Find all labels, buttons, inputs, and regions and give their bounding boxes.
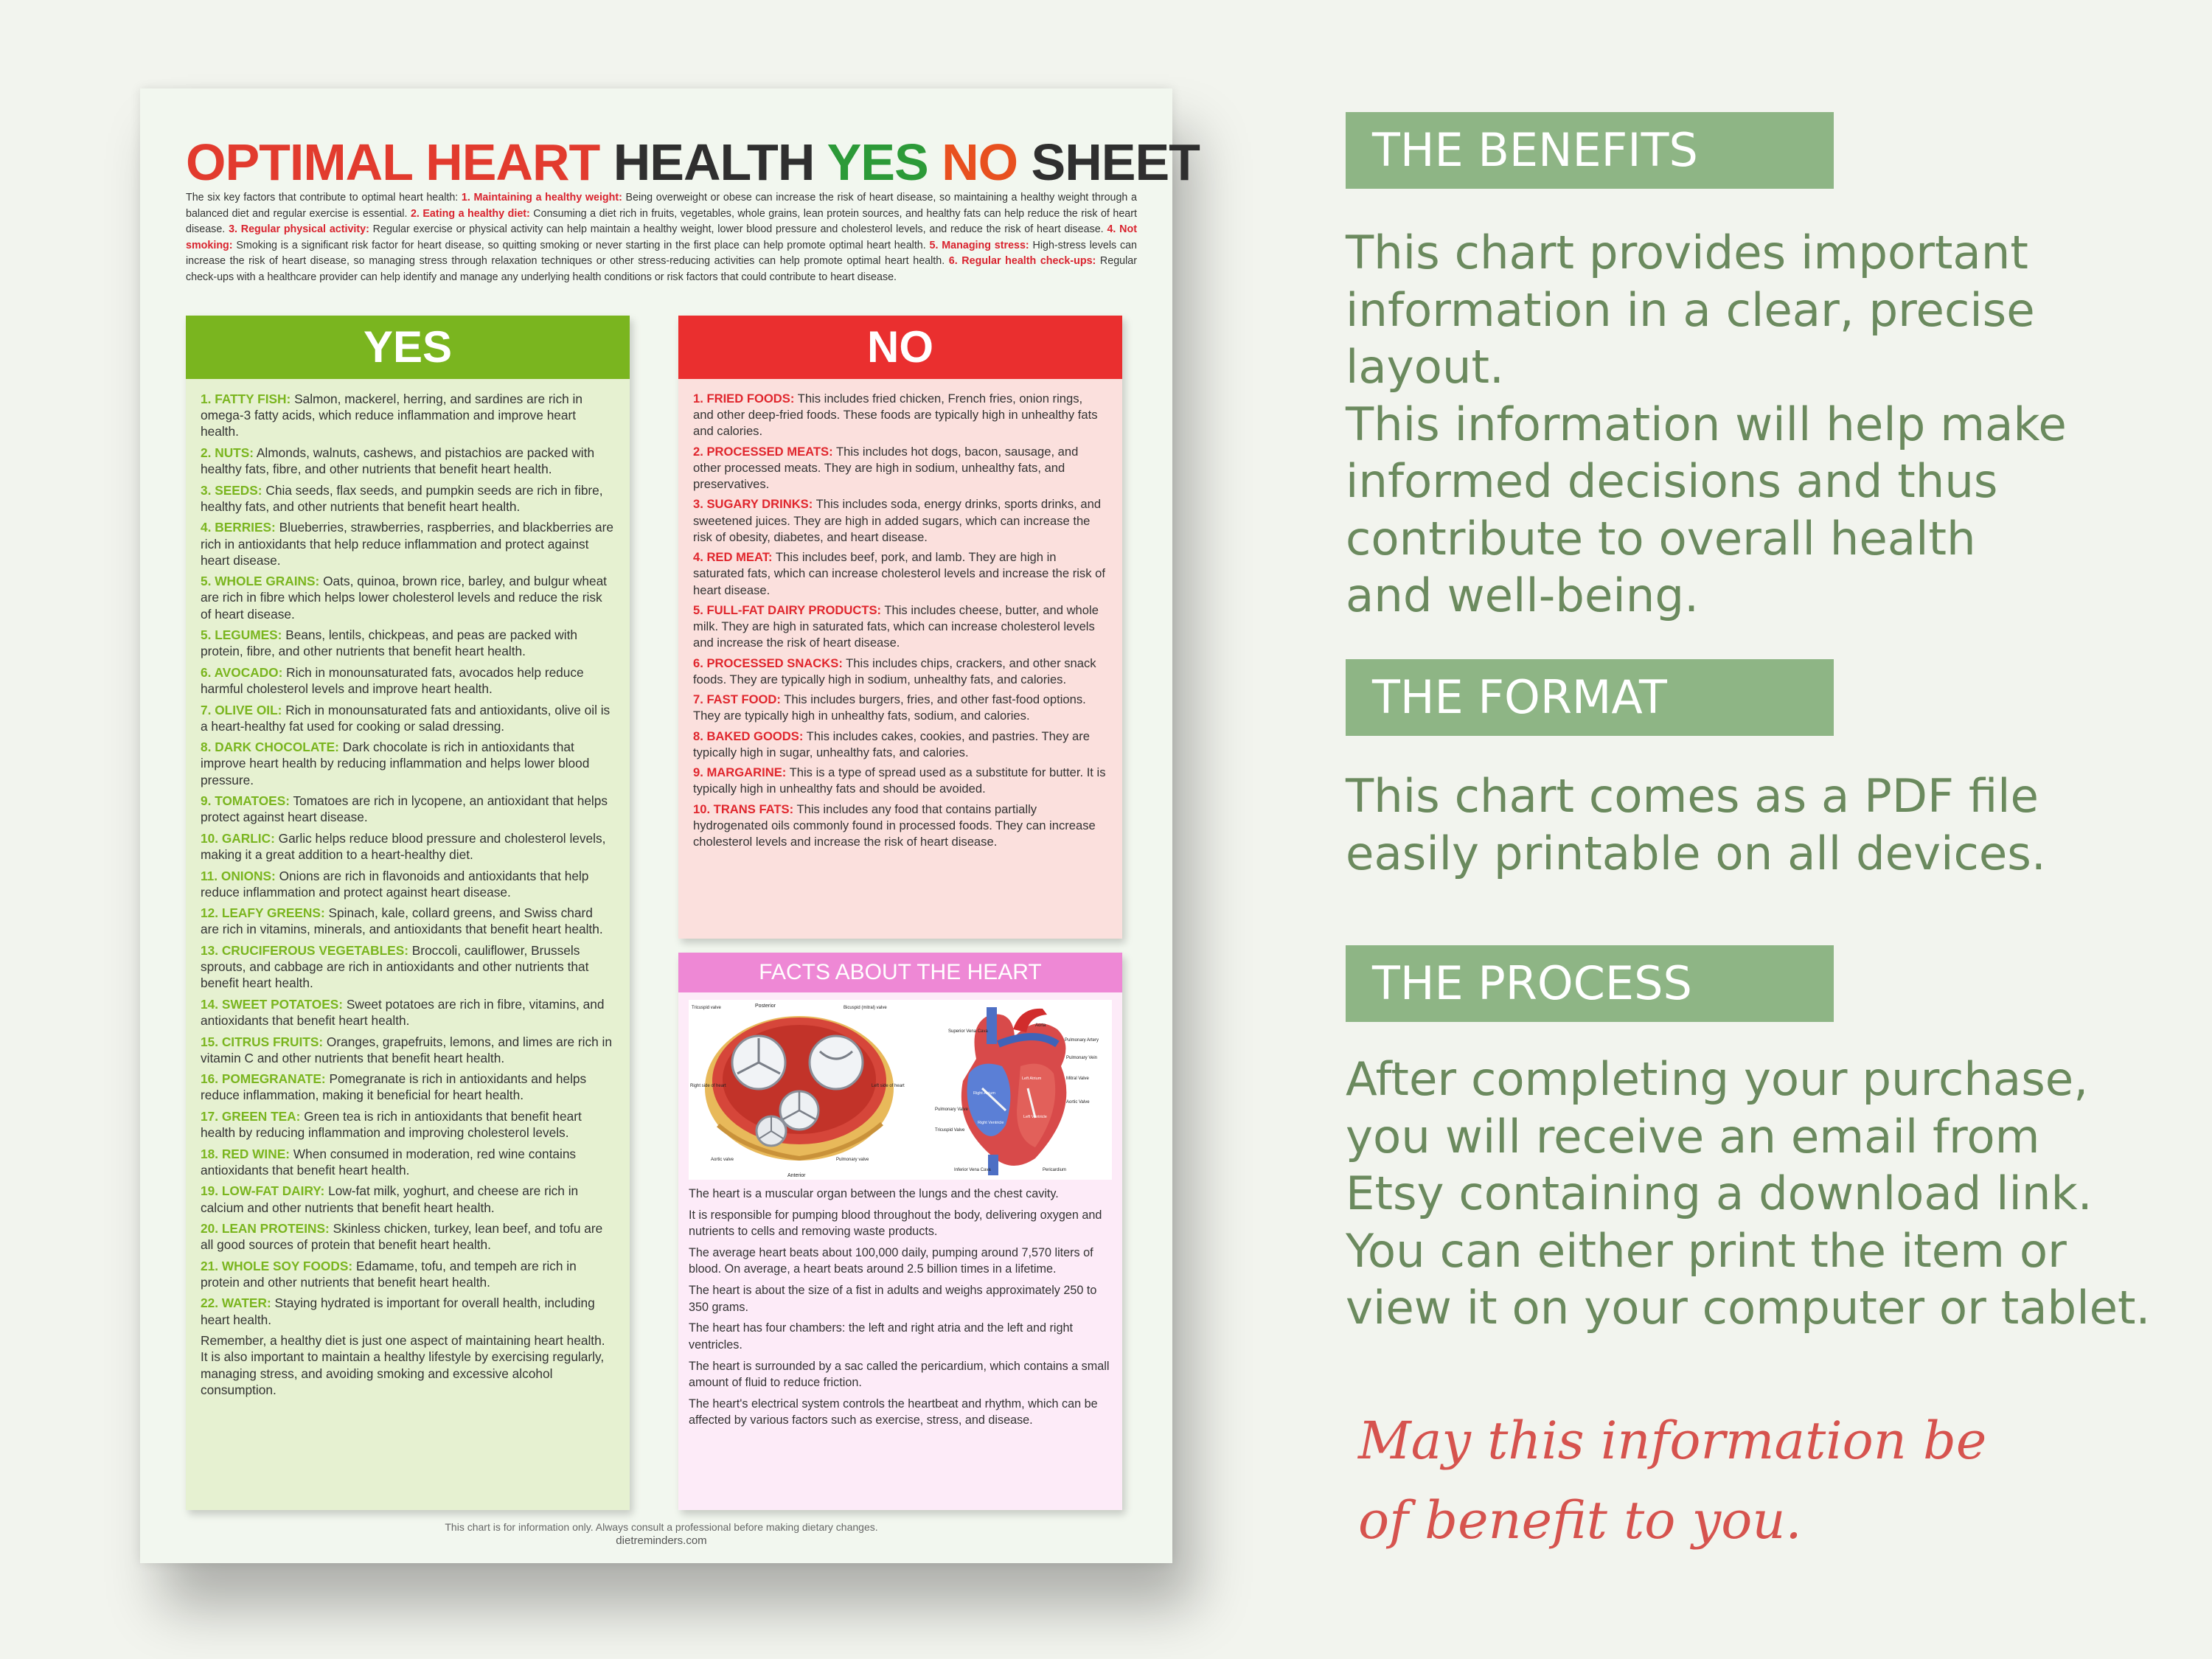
valve-cross-section: [690, 1004, 905, 1178]
yes-list-item: [201, 830, 613, 863]
heart-interior: [935, 1007, 1099, 1175]
yes-list-item: [201, 1220, 613, 1253]
item-label: 16. POMEGRANATE:: [201, 1071, 326, 1087]
item-text: This is a type of spread used as a substitute for butter. It is typically high in unhealthy fats and should be avoided.: [693, 765, 1106, 796]
item-text: Pomegranate is rich in antioxidants and helps reduce inflammation, making it beneficial for heart health.: [201, 1071, 587, 1103]
mitral-valve-shape: [810, 1036, 863, 1089]
label-aorta: Aorta: [1035, 1023, 1046, 1028]
item-text: This includes cakes, cookies, and pastries. They are typically high in sugar, unhealthy fats, and calories.: [693, 728, 1090, 759]
title-part-yes: YES: [827, 133, 942, 191]
intro-factor-label: 2. Eating a healthy diet:: [410, 207, 530, 220]
item-label: 9. MARGARINE:: [693, 765, 787, 780]
no-list-item: [693, 765, 1106, 797]
item-label: 11. ONIONS:: [201, 868, 276, 883]
yes-list-item: [201, 445, 613, 477]
item-text: Edamame, tofu, and tempeh are rich in protein and other nutrients that benefit heart health.: [201, 1258, 577, 1290]
no-column: [678, 316, 1122, 939]
label-pericardium: Pericardium: [1043, 1168, 1067, 1172]
yes-list-item: [201, 942, 613, 992]
label-pulmonary-artery: Pulmonary Artery: [1065, 1038, 1099, 1043]
heart-fact: The average heart beats about 100,000 daily, pumping around 7,570 liters of blood. On average, a heart beats around 2.5 billion times in a lifetime.: [689, 1246, 1093, 1276]
intro-factor-text: Consuming a diet rich in fruits, vegetables, whole grains, lean protein sources, and healthy fats can help reduce the risk of heart disease.: [186, 207, 1137, 235]
item-label: 19. LOW-FAT DAIRY:: [201, 1183, 325, 1199]
yes-list-item: [201, 1183, 613, 1215]
no-item-list: [678, 379, 1122, 850]
label-pulmonary-vein: Pulmonary Vein: [1066, 1056, 1098, 1060]
label-aortic-valve-2: Aortic Valve: [1066, 1100, 1090, 1105]
process-heading: THE PROCESS: [1346, 945, 1834, 1022]
item-text: Tomatoes are rich in lycopene, an antioxidant that helps protect against heart disease.: [201, 793, 608, 825]
item-text: This includes burgers, fries, and other fast-food options. They are typically high in unhealthy fats, sodium, and calories.: [693, 692, 1086, 723]
yes-list-item: [201, 739, 613, 788]
yes-column: [186, 316, 630, 1510]
heart-anatomy-illustration: [689, 1000, 1112, 1180]
item-text: Beans, lentils, chickpeas, and peas are packed with protein, fibre, and other nutrients that benefit heart health.: [201, 627, 578, 659]
item-text: Sweet potatoes are rich in fibre, vitamins, and antioxidants that benefit heart health.: [201, 996, 605, 1029]
item-text: This includes any food that contains partially hydrogenated oils commonly found in processed foods. They can increase cholesterol levels and increase the risk of heart disease.: [693, 801, 1096, 849]
intro-factor-label: 4. Not smoking:: [186, 223, 1137, 251]
item-label: 21. WHOLE SOY FOODS:: [201, 1258, 353, 1273]
facts-column: [678, 953, 1122, 1510]
yes-list-item: [201, 1295, 613, 1327]
intro-factor-text: Regular exercise or physical activity can help maintain a healthy weight, lower blood pressure and cholesterol levels, and reduce the risk of heart disease.: [369, 223, 1107, 235]
poster-disclaimer: This chart is for information only. Always consult a professional before making dietary changes.: [445, 1521, 878, 1533]
heart-fact: The heart is a muscular organ between the lungs and the chest cavity.: [689, 1187, 1059, 1200]
item-label: 14. SWEET POTATOES:: [201, 996, 344, 1012]
item-label: 17. GREEN TEA:: [201, 1108, 301, 1124]
item-text: Low-fat milk, yoghurt, and cheese are rich in calcium and other nutrients that benefit heart health.: [201, 1183, 579, 1215]
heart-facts-list: [689, 1186, 1112, 1433]
heart-fact: It is responsible for pumping blood throughout the body, delivering oxygen and nutrients to cells and removing waste products.: [689, 1208, 1102, 1239]
benefits-body: This chart provides important information in a clear, precise layout. This information will help make informed decisions and thus contribute to overall health and well-being.: [1346, 226, 2067, 622]
label-tricuspid-valve: Tricuspid valve: [692, 1006, 721, 1010]
label-mitral-valve: Mitral Valve: [1066, 1077, 1089, 1081]
label-superior-vena-cava: Superior Vena Cava: [948, 1029, 988, 1034]
format-heading: THE FORMAT: [1346, 659, 1834, 736]
item-text: Onions are rich in flavonoids and antioxidants that help reduce inflammation and protect against heart disease.: [201, 868, 589, 900]
item-text: Rich in monounsaturated fats and antioxidants, olive oil is a heart-healthy fat used for cooking or salad dressing.: [201, 702, 611, 734]
yes-list-item: [201, 905, 613, 937]
intro-factor-text: Regular check-ups with a healthcare provider can help identify and manage any underlying health conditions or risk factors that could contribute to heart disease.: [186, 255, 1137, 283]
intro-factor-label: 1. Maintaining a healthy weight:: [461, 192, 622, 204]
label-pulmonary-valve: Pulmonary valve: [836, 1158, 869, 1162]
item-label: 3. SEEDS:: [201, 482, 262, 498]
label-right-ventricle: Right Ventricle: [978, 1121, 1004, 1125]
yes-heading: YES: [186, 316, 630, 379]
item-label: 3. SUGARY DRINKS:: [693, 497, 813, 512]
label-left-atrium: Left Atrium: [1022, 1077, 1042, 1081]
item-text: Garlic helps reduce blood pressure and cholesterol levels, making it a great addition to a heart-healthy diet.: [201, 830, 606, 863]
heart-fact: The heart is about the size of a fist in adults and weighs approximately 250 to 350 grams.: [689, 1284, 1097, 1314]
heart-fact: The heart is surrounded by a sac called the pericardium, which contains a small amount of fluid to reduce friction.: [689, 1359, 1110, 1390]
item-label: 4. BERRIES:: [201, 520, 276, 535]
title-part-sheet: SHEET: [1031, 133, 1200, 191]
no-list-item: [693, 655, 1106, 688]
item-label: 4. RED MEAT:: [693, 550, 773, 565]
yes-list-item: [201, 1108, 613, 1141]
yes-list-item: [201, 573, 613, 622]
yes-list-item: [201, 1034, 613, 1066]
heart-diagram-svg: [689, 1000, 1112, 1180]
item-text: Blueberries, strawberries, raspberries, and blackberries are rich in antioxidants that help reduce inflammation and protect against heart disease.: [201, 520, 613, 568]
no-list-item: [693, 549, 1106, 599]
label-aortic-valve: Aortic valve: [711, 1158, 734, 1162]
yes-list-item: [201, 482, 613, 515]
item-text: This includes chips, crackers, and other snack foods. They are typically high in sodium, unhealthy fats, and calories.: [693, 655, 1096, 686]
heart-health-poster: [140, 88, 1200, 1563]
item-text: Rich in monounsaturated fats, avocados help reduce harmful cholesterol levels and improve heart health.: [201, 664, 584, 697]
item-label: 8. DARK CHOCOLATE:: [201, 740, 339, 755]
intro-lead: The six key factors that contribute to optimal heart health:: [186, 192, 462, 204]
label-bicuspid-valve: Bicuspid (mitral) valve: [844, 1006, 887, 1010]
no-list-item: [693, 801, 1106, 851]
poster-website: dietreminders.com: [616, 1534, 707, 1547]
item-text: Oranges, grapefruits, lemons, and limes are rich in vitamin C and other nutrients that benefit heart health.: [201, 1034, 612, 1065]
no-list-item: [693, 391, 1106, 440]
heart-fact: The heart's electrical system controls the heartbeat and rhythm, which can be affected by various factors such as exercise, stress, and disease.: [689, 1397, 1098, 1427]
yes-list-item: [201, 1258, 613, 1290]
intro-paragraph: [186, 190, 1137, 285]
label-anterior: Anterior: [787, 1173, 806, 1178]
item-label: 1. FRIED FOODS:: [693, 392, 795, 406]
item-label: 13. CRUCIFEROUS VEGETABLES:: [201, 942, 408, 958]
title-part-health: HEALTH: [613, 133, 827, 191]
item-text: This includes hot dogs, bacon, sausage, and other processed meats. They are high in sodium, unhealthy fats, and preservatives.: [693, 444, 1079, 492]
item-label: 5. LEGUMES:: [201, 627, 282, 643]
item-label: 6. PROCESSED SNACKS:: [693, 655, 843, 670]
yes-list-item: [201, 1332, 613, 1398]
yes-list-item: [201, 664, 613, 697]
item-text: This includes fried chicken, French fries, onion rings, and other deep-fried foods. These foods are typically high in unhealthy fats and calories.: [693, 392, 1098, 439]
heart-fact: The heart has four chambers: the left and right atria and the left and right ventricles.: [689, 1321, 1074, 1352]
no-heading: NO: [678, 316, 1122, 379]
item-label: 6. AVOCADO:: [201, 664, 283, 680]
item-text: Oats, quinoa, brown rice, barley, and bulgur wheat are rich in fibre which helps lower cholesterol levels and reduce the risk of heart disease.: [201, 574, 607, 622]
yes-list-item: [201, 391, 613, 440]
facts-heading: FACTS ABOUT THE HEART: [678, 953, 1122, 992]
item-label: 1. FATTY FISH:: [201, 392, 291, 406]
yes-list-item: [201, 1071, 613, 1103]
process-body: After completing your purchase, you will receive an email from Etsy containing a download link. You can either print the item or view it on your computer or tablet.: [1346, 1052, 2151, 1335]
label-right-side: Right side of heart: [690, 1084, 726, 1088]
item-text: Almonds, walnuts, cashews, and pistachios are packed with healthy fats, fibre, and other nutrients that benefit heart health.: [201, 445, 595, 477]
label-inferior-vena-cava: Inferior Vena Cava: [954, 1168, 991, 1172]
item-label: 10. TRANS FATS:: [693, 801, 794, 816]
item-label: 20. LEAN PROTEINS:: [201, 1221, 330, 1237]
item-text: Dark chocolate is rich in antioxidants that improve heart health by reducing inflammation and helps lower blood pressure.: [201, 740, 590, 787]
item-text: Remember, a healthy diet is just one aspect of maintaining heart health. It is also important to maintain a healthy lifestyle by exercising regularly, managing stress, and avoiding smoking and excessive alcohol consumption.: [201, 1333, 605, 1397]
no-list-item: [693, 602, 1106, 652]
benefits-heading: THE BENEFITS: [1346, 112, 1834, 189]
yes-list-item: [201, 996, 613, 1029]
title-part-no: NO: [942, 133, 1032, 191]
item-text: This includes soda, energy drinks, sports drinks, and sweetened juices. They are high in added sugars, which can increase the risk of obesity, diabetes, and heart disease.: [693, 497, 1102, 544]
label-right-atrium: Right Atrium: [973, 1091, 995, 1096]
yes-list-item: [201, 627, 613, 659]
superior-vena-cava-shape: [987, 1007, 997, 1044]
intro-factor-text: High-stress levels can increase the risk of heart disease, so managing stress through relaxation techniques or other stress-reducing activities can help promote optimal heart health.: [186, 239, 1137, 267]
item-label: 15. CITRUS FRUITS:: [201, 1034, 324, 1049]
label-pulmonary-valve-2: Pulmonary Valve: [935, 1107, 968, 1112]
yes-item-list: [186, 379, 630, 1398]
no-list-item: [693, 444, 1106, 493]
item-text: Green tea is rich in antioxidants that benefit heart health by reducing inflammation and improving cholesterol levels.: [201, 1108, 582, 1141]
item-label: 10. GARLIC:: [201, 830, 275, 846]
intro-factor-label: 6. Regular health check-ups:: [948, 255, 1096, 267]
label-tricuspid-valve-2: Tricuspid Valve: [935, 1128, 965, 1133]
label-left-side: Left side of heart: [872, 1084, 905, 1088]
yes-list-item: [201, 702, 613, 734]
label-left-ventricle: Left Ventricle: [1023, 1115, 1047, 1119]
item-label: 12. LEAFY GREENS:: [201, 905, 325, 921]
no-list-item: [693, 496, 1106, 546]
item-text: Broccoli, cauliflower, Brussels sprouts, and cabbage are rich in antioxidants and other nutrients that benefit heart health.: [201, 942, 589, 991]
item-text: This includes cheese, butter, and whole milk. They are high in saturated fats, which can increase cholesterol levels and increase the risk of heart disease.: [693, 602, 1099, 650]
yes-list-item: [201, 793, 613, 825]
item-label: 2. PROCESSED MEATS:: [693, 444, 833, 459]
yes-list-item: [201, 868, 613, 900]
item-text: Skinless chicken, turkey, lean beef, and tofu are all good sources of protein that benefit heart health.: [201, 1221, 603, 1253]
label-posterior: Posterior: [755, 1004, 776, 1009]
item-label: 9. TOMATOES:: [201, 793, 290, 809]
item-label: 5. FULL-FAT DAIRY PRODUCTS:: [693, 602, 882, 617]
intro-factor-text: Smoking is a significant risk factor for heart disease, so quitting smoking or never starting in the first place can help promote optimal heart health.: [232, 239, 930, 251]
item-text: Salmon, mackerel, herring, and sardines are rich in omega-3 fatty acids, which reduce inflammation and improve heart health.: [201, 392, 582, 439]
yes-list-item: [201, 1146, 613, 1178]
closing-message: May this information be of benefit to you.: [1358, 1411, 1987, 1551]
intro-factor-label: 5. Managing stress:: [929, 239, 1029, 251]
item-label: 2. NUTS:: [201, 445, 254, 460]
item-text: This includes beef, pork, and lamb. They are high in saturated fats, which can increase cholesterol levels and increase the risk of heart disease.: [693, 550, 1105, 597]
intro-factor-text: Being overweight or obese can increase the risk of heart disease, so maintaining a healthy weight through a balanced diet and regular exercise is essential.: [186, 192, 1137, 220]
item-label: 7. OLIVE OIL:: [201, 702, 282, 717]
item-label: 18. RED WINE:: [201, 1146, 290, 1161]
item-text: Chia seeds, flax seeds, and pumpkin seeds are rich in fibre, healthy fats, and other nutrients that benefit heart health.: [201, 482, 603, 514]
item-text: When consumed in moderation, red wine contains antioxidants that benefit heart health.: [201, 1146, 577, 1178]
item-label: 5. WHOLE GRAINS:: [201, 574, 320, 589]
item-label: 22. WATER:: [201, 1295, 271, 1311]
title-part-optimal-heart: OPTIMAL HEART: [186, 133, 613, 191]
format-body: This chart comes as a PDF file easily printable on all devices.: [1346, 769, 2046, 880]
item-text: Staying hydrated is important for overall health, including heart health.: [201, 1295, 595, 1327]
poster-title: [186, 129, 1200, 195]
item-label: 8. BAKED GOODS:: [693, 728, 804, 743]
no-list-item: [693, 728, 1106, 761]
yes-list-item: [201, 519, 613, 568]
no-list-item: [693, 692, 1106, 724]
item-text: Spinach, kale, collard greens, and Swiss chard are rich in vitamins, minerals, and antioxidants that benefit heart health.: [201, 905, 603, 937]
intro-factor-label: 3. Regular physical activity:: [229, 223, 369, 235]
item-label: 7. FAST FOOD:: [693, 692, 781, 707]
